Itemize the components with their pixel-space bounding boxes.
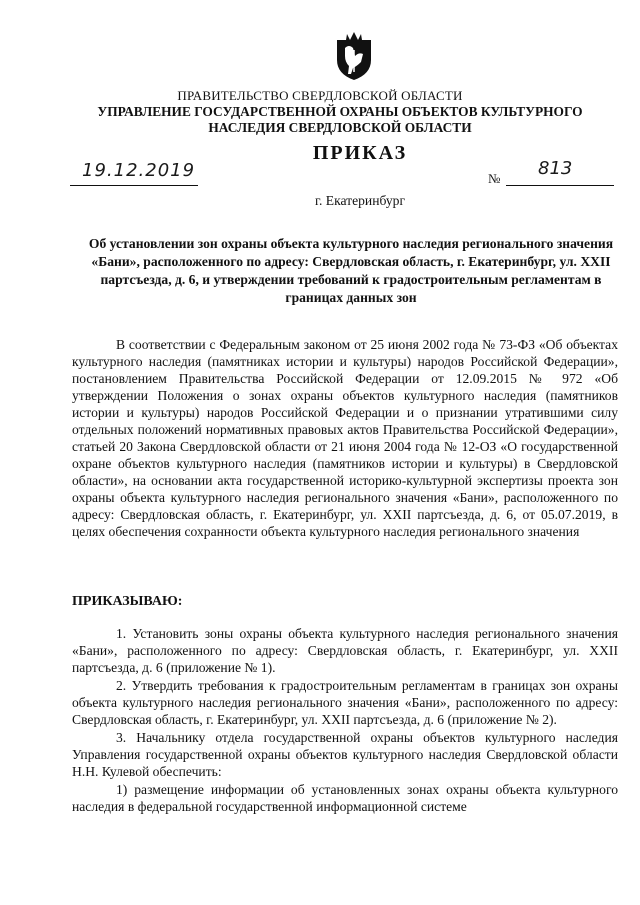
sverdlovsk-coat-of-arms-icon bbox=[331, 30, 377, 82]
order-item: 3. Начальнику отдела государственной охраны объектов культурного наследия Управления государственной охраны объектов культурного наследия Свердловской области Н.Н. Кулевой обеспечить: bbox=[72, 730, 618, 779]
order-date: 19.12.2019 bbox=[82, 160, 196, 181]
city: г. Екатеринбург bbox=[314, 193, 406, 208]
order-subject: Об установлении зон охраны объекта культурного наследия регионального значения «Бани», расположенного по адресу: Свердловская область, г. Екатеринбург, ул. XXII партсъезда, д. 6, и утверждении требований к градостроительным регламентам в границах данных зон bbox=[88, 236, 614, 305]
preamble-paragraph: В соответствии с Федеральным законом от 25 июня 2002 года № 73-ФЗ «Об объектах культурного наследия (памятниках истории и культуры) народов Российской Федерации», постановлением Правительства Российской Федерации от 12.09.2015 № 972 «Об утверждении Положения о зонах охраны объектов культурного наследия (памятников истории и культуры) народов Российской Федерации и о признании утратившими силу отдельных положений нормативных правовых актов Правительства Российской Федерации», статьей 20 Закона Свердловской области от 21 июня 2004 года № 12-ОЗ «О государственной охране объектов культурного наследия (памятников истории и культуры) в Свердловской области», на основании акта государственной историко-культурной экспертизы проекта зон охраны объекта культурного наследия регионального значения «Бани», расположенного по адресу: Свердловская область, г. Екатеринбург, ул. XXII партсъезда, д. 6, от 05.07.2019, в целях обеспечения сохранности объекта культурного наследия регионального значения bbox=[72, 337, 618, 539]
order-item: 1. Установить зоны охраны объекта культурного наследия регионального значения «Бани», расположенного по адресу: Свердловская область, г. Екатеринбург, ул. XXII партсъезда, д. 6 (приложение № 1). bbox=[72, 626, 618, 675]
department-name: УПРАВЛЕНИЕ ГОСУДАРСТВЕННОЙ ОХРАНЫ ОБЪЕКТОВ КУЛЬТУРНОГО НАСЛЕДИЯ СВЕРДЛОВСКОЙ ОБЛАСТИ bbox=[97, 104, 583, 135]
order-item: 1) размещение информации об установленных зонах охраны объекта культурного наследия в федеральной государственной информационной системе bbox=[72, 782, 618, 814]
order-number: 813 bbox=[538, 158, 573, 179]
government-name: ПРАВИТЕЛЬСТВО СВЕРДЛОВСКОЙ ОБЛАСТИ bbox=[177, 88, 463, 103]
document-type: ПРИКАЗ bbox=[312, 142, 408, 164]
number-label: № bbox=[488, 171, 501, 186]
order-items bbox=[72, 625, 618, 816]
order-directive-heading: ПРИКАЗЫВАЮ: bbox=[72, 594, 183, 609]
order-item: 2. Утвердить требования к градостроительным регламентам в границах зон охраны объекта культурного наследия регионального значения «Бани», расположенного по адресу: Свердловская область, г. Екатеринбург, ул. XXII партсъезда, д. 6 (приложение № 2). bbox=[72, 678, 618, 727]
